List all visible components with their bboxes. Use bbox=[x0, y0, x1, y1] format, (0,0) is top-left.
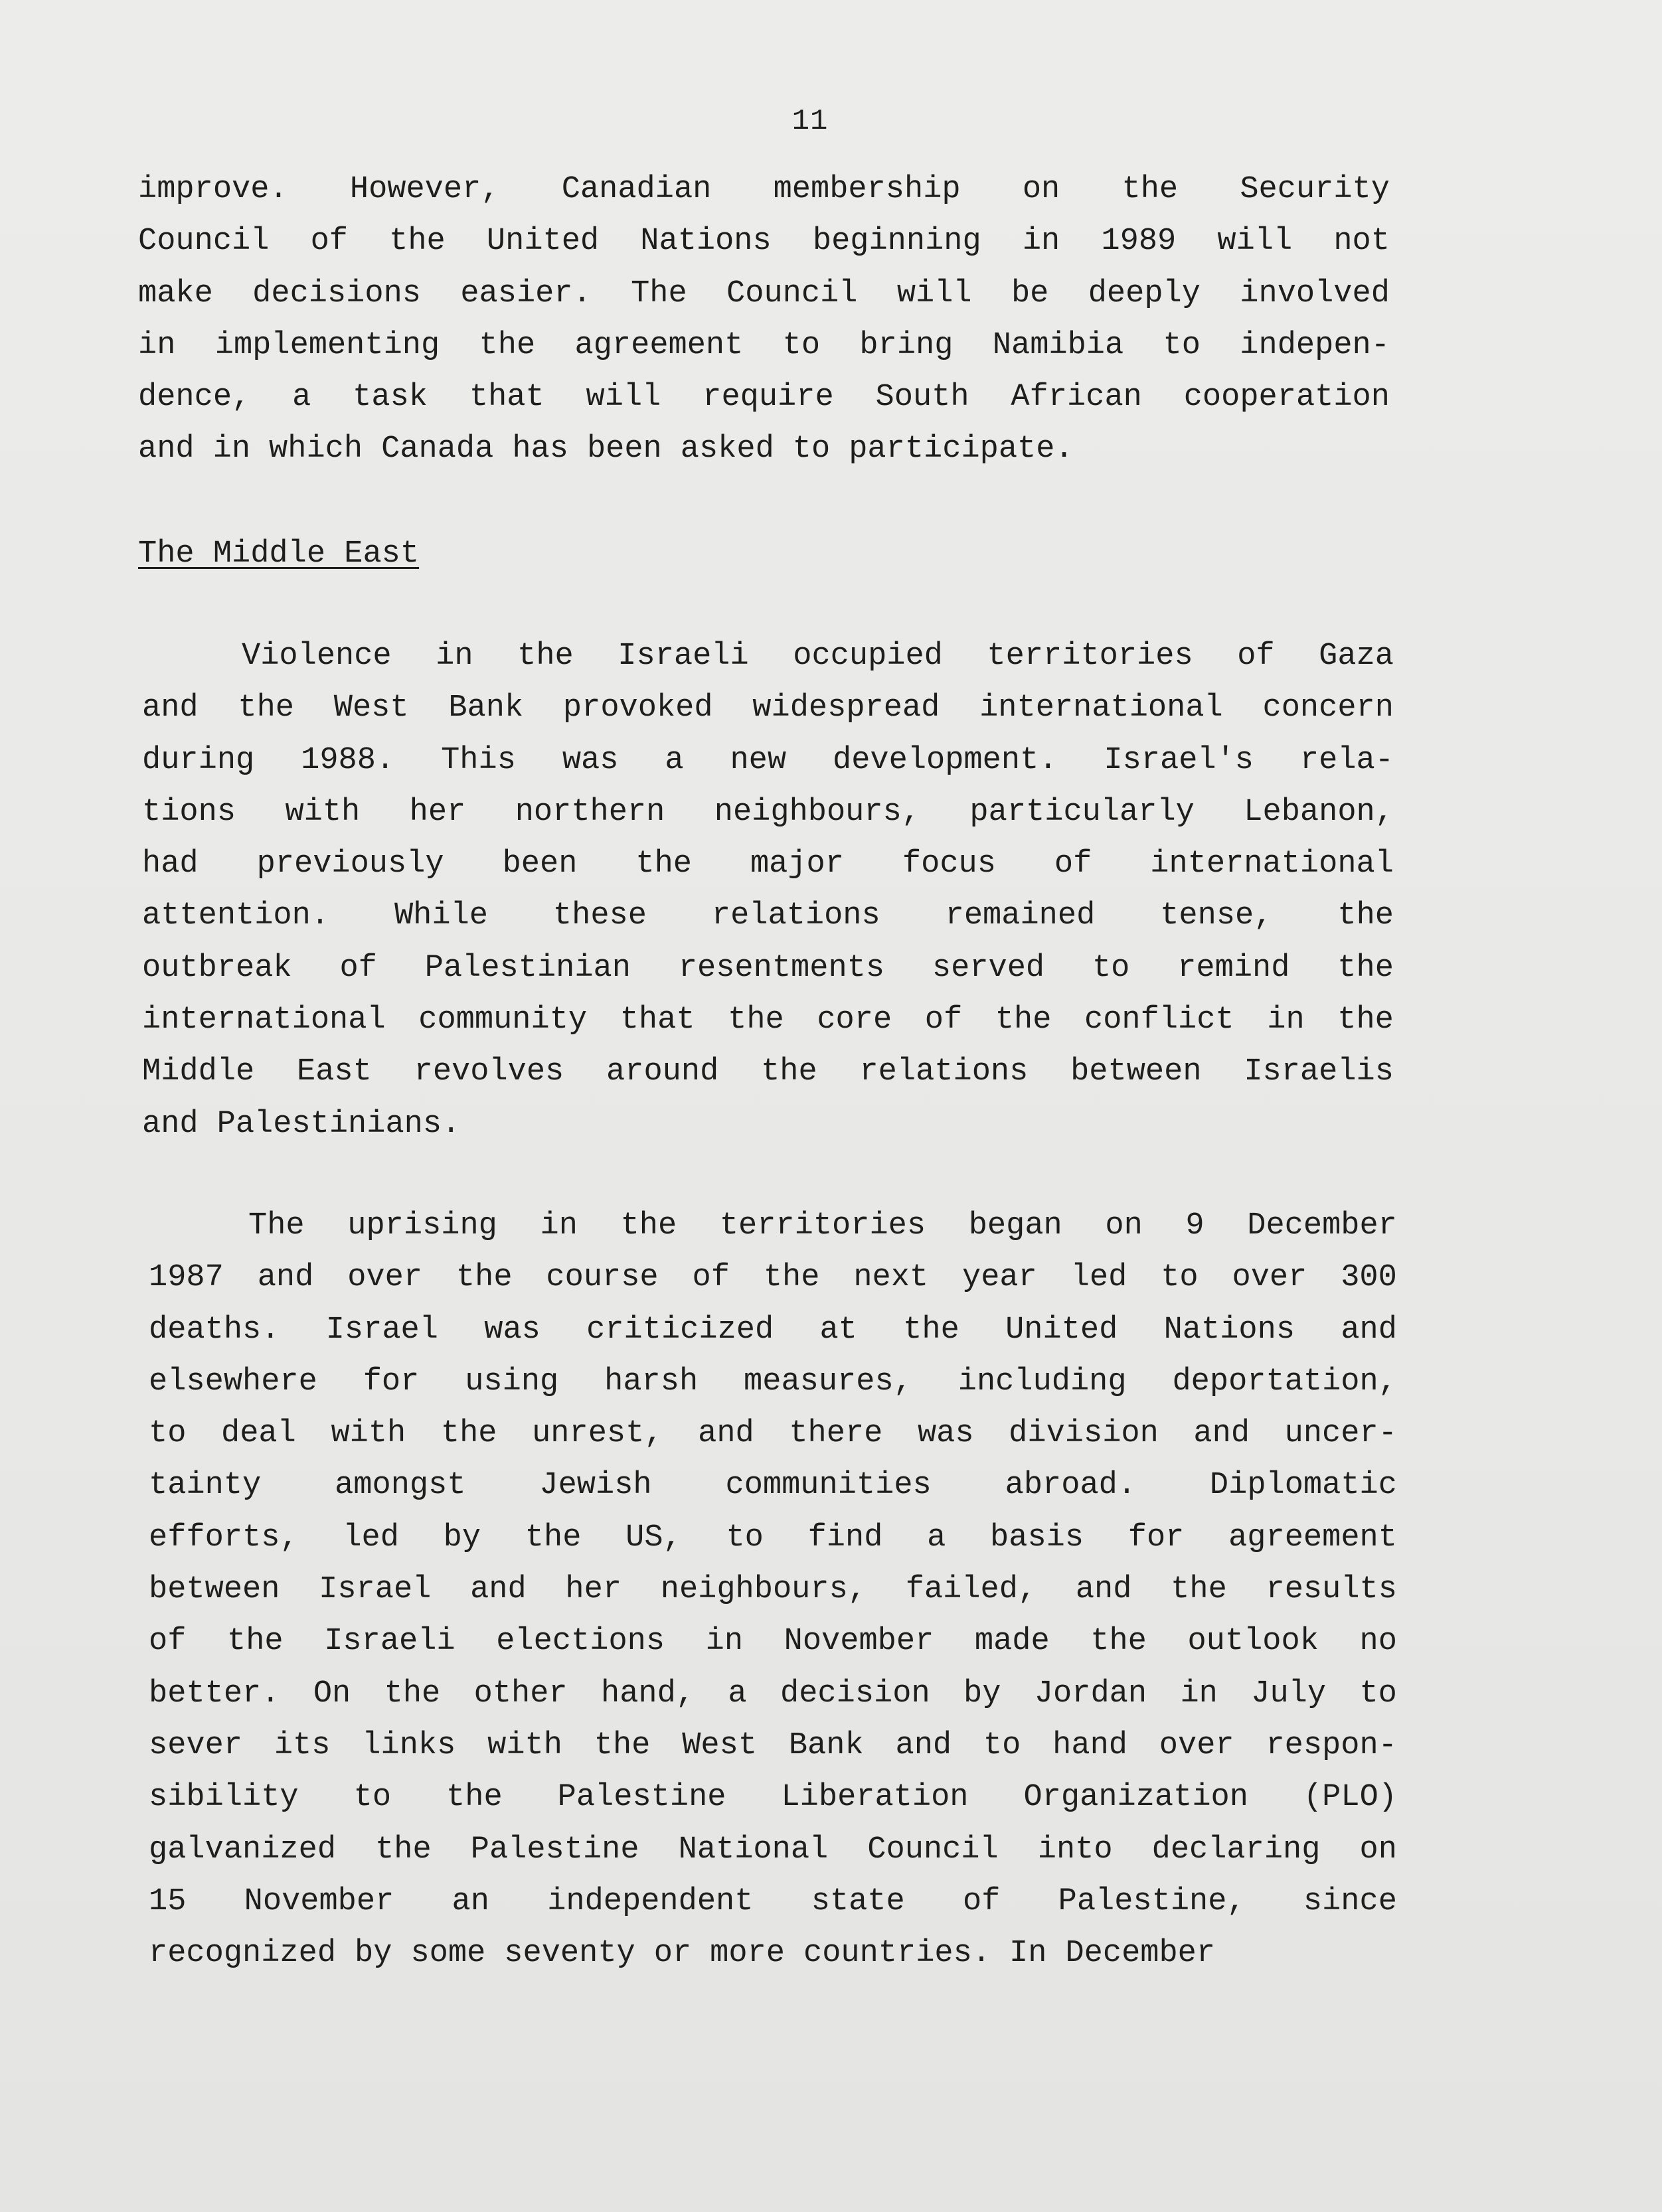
text-line: and Palestinians. bbox=[142, 1106, 461, 1142]
text-line: sibility to the Palestine Liberation Organization (PLO) bbox=[149, 1780, 1397, 1816]
text-line: make decisions easier. The Council will be deeply involved bbox=[138, 276, 1390, 311]
text-line: of the Israeli elections in November made the outlook no bbox=[149, 1624, 1397, 1660]
text-line: and in which Canada has been asked to participate. bbox=[138, 432, 1074, 467]
page-number: 11 bbox=[791, 105, 829, 138]
text-line: to deal with the unrest, and there was division and uncer- bbox=[149, 1416, 1397, 1452]
text-line: improve. However, Canadian membership on the Security bbox=[138, 172, 1390, 207]
text-line: in implementing the agreement to bring Namibia to indepen- bbox=[138, 327, 1390, 363]
text-line: recognized by some seventy or more countries. In December bbox=[149, 1936, 1216, 1972]
text-line: better. On the other hand, a decision by Jordan in July to bbox=[149, 1676, 1397, 1711]
text-line: tions with her northern neighbours, particularly Lebanon, bbox=[142, 794, 1394, 830]
text-line: tainty amongst Jewish communities abroad. Diplomatic bbox=[149, 1468, 1397, 1504]
paragraph-2 bbox=[142, 631, 1394, 1150]
text-line: Violence in the Israeli occupied territories of Gaza bbox=[242, 639, 1394, 674]
text-line: deaths. Israel was criticized at the United Nations and bbox=[149, 1312, 1397, 1348]
text-line: efforts, led by the US, to find a basis for agreement bbox=[149, 1520, 1397, 1555]
text-line: and the West Bank provoked widespread international concern bbox=[142, 690, 1394, 726]
text-line: attention. While these relations remained tense, the bbox=[142, 898, 1394, 934]
text-line: galvanized the Palestine National Council into declaring on bbox=[149, 1832, 1397, 1867]
text-line: during 1988. This was a new development. Israel's rela- bbox=[142, 742, 1394, 778]
paragraph-1 bbox=[138, 164, 1390, 476]
text-line: between Israel and her neighbours, failed, and the results bbox=[149, 1572, 1397, 1608]
text-line: dence, a task that will require South African cooperation bbox=[138, 380, 1390, 416]
text-line: outbreak of Palestinian resentments served to remind the bbox=[142, 950, 1394, 986]
text-line: sever its links with the West Bank and to hand over respon- bbox=[149, 1727, 1397, 1763]
text-line: Middle East revolves around the relations between Israelis bbox=[142, 1054, 1394, 1090]
text-line: international community that the core of the conflict in the bbox=[142, 1002, 1394, 1038]
paragraph-3 bbox=[149, 1200, 1397, 1980]
text-line: elsewhere for using harsh measures, including deportation, bbox=[149, 1364, 1397, 1399]
text-line: had previously been the major focus of international bbox=[142, 846, 1394, 882]
text-line: Council of the United Nations beginning in 1989 will not bbox=[138, 224, 1390, 260]
text-line: 15 November an independent state of Palestine, since bbox=[149, 1883, 1397, 1919]
text-line: 1987 and over the course of the next year led to over 300 bbox=[149, 1260, 1397, 1296]
section-heading: The Middle East bbox=[138, 536, 420, 572]
text-line: The uprising in the territories began on 9 December bbox=[248, 1208, 1397, 1243]
